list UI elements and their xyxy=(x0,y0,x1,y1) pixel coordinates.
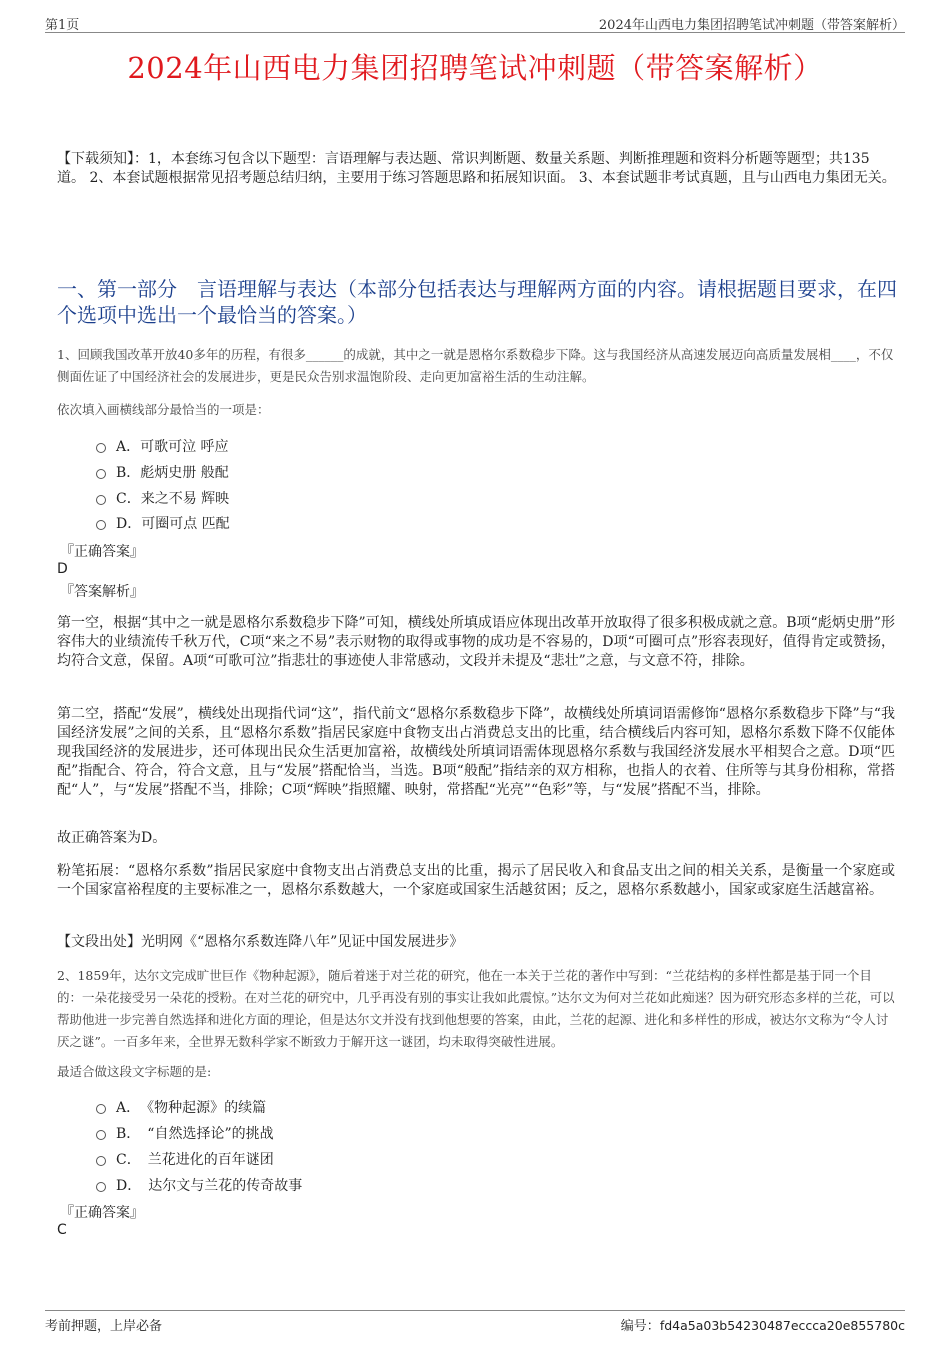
question-1-answer: D xyxy=(57,561,68,577)
document-title: 2024年山西电力集团招聘笔试冲刺题（带答案解析） xyxy=(127,51,823,85)
question-1-option-b[interactable] xyxy=(96,462,229,482)
radio-icon[interactable] xyxy=(96,495,106,505)
option-label: C． 兰花进化的百年谜团 xyxy=(116,1152,274,1168)
page-number: 第1页 xyxy=(45,18,80,33)
option-label: A． 《物种起源》的续篇 xyxy=(116,1100,267,1116)
page-footer xyxy=(45,1310,905,1333)
question-2-answer: C xyxy=(57,1222,67,1238)
question-2-option-c[interactable] xyxy=(96,1149,274,1169)
radio-icon[interactable] xyxy=(96,1130,106,1140)
option-label: B．彪炳史册 般配 xyxy=(116,465,229,481)
option-label: A．可歌可泣 呼应 xyxy=(116,439,229,455)
question-1-option-a[interactable] xyxy=(96,436,229,456)
question-1-stem: 1、回顾我国改革开放40多年的历程，有很多______的成就，其中之一就是恩格尔系数稳步下降。这与我国经济从高速发展迈向高质量发展相____，不仅侧面佐证了中国经济社会的发展进步，更是民众告别求温饱阶段、走向更加富裕生活的生动注解。 xyxy=(57,347,894,384)
radio-icon[interactable] xyxy=(96,1104,106,1114)
question-1-option-d[interactable] xyxy=(96,513,230,533)
question-2-stem: 2、1859年，达尔文完成旷世巨作《物种起源》，随后着迷于对兰花的研究，他在一本关于兰花的著作中写到：“兰花结构的多样性都是基于同一个目的：一朵花接受另一朵花的授粉。在对兰花的研究中，几乎再没有别的事实让我如此震惊。”达尔文为何对兰花如此痴迷？因为研究形态多样的兰花，可以帮助他进一步完善自然选择和进化方面的理论，但是达尔文并没有找到他想要的答案，由此，兰花的起源、进化和多样性的形成，被达尔文称为“令人讨厌之谜”。一百多年来，全世界无数科学家不断致力于解开这一谜团，均未取得突破性进展。 xyxy=(57,968,895,1049)
question-1-option-c[interactable] xyxy=(96,488,229,508)
section-heading: 一、第一部分 言语理解与表达（本部分包括表达与理解两方面的内容。请根据题目要求，在四个选项中选出一个最恰当的答案。） xyxy=(57,277,897,327)
radio-icon[interactable] xyxy=(96,520,106,530)
analysis-conclusion: 故正确答案为D。 xyxy=(57,830,167,846)
radio-icon[interactable] xyxy=(96,443,106,453)
question-1-answer-label: 『正确答案』 xyxy=(60,544,144,560)
option-label: D．可圈可点 匹配 xyxy=(116,516,230,532)
option-label: B． “自然选择论”的挑战 xyxy=(116,1126,274,1142)
analysis-paragraph: 第二空，搭配“发展”，横线处出现指代词“这”，指代前文“恩格尔系数稳步下降”，故横线处所填词语需修饰“恩格尔系数稳步下降”与“我国经济发展”之间的关系，且“恩格尔系数”指居民家庭中食物支出占消费总支出的比重，结合横线后内容可知，恩格尔系数下降不仅能体现我国经济的发展进步，还可体现出民众生活更加富裕，故横线处所填词语需体现恩格尔系数与我国经济发展水平相契合之意。D项“匹配”指配合、符合，符合文意，且与“发展”搭配恰当，当选。B项“般配”指结亲的双方相称，也指人的衣着、住所等与其身份相称，常搭配“人”，与“发展”搭配不当，排除；C项“辉映”指照耀、映射，常搭配“光亮”“色彩”等，与“发展”搭配不当，排除。 xyxy=(57,706,895,798)
footer-code-label: 编号： xyxy=(620,1319,660,1334)
analysis-paragraph: 第一空，根据“其中之一就是恩格尔系数稳步下降”可知，横线处所填成语应体现出改革开放取得了很多积极成就之意。B项“彪炳史册”形容伟大的业绩流传千秋万代，C项“来之不易”表示财物的取得或事物的成功是不容易的，D项“可圈可点”形容表现好，值得肯定或赞扬，均符合文意，保留。A项“可歌可泣”指悲壮的事迹使人非常感动，文段并未提及“悲壮”之意，与文意不符，排除。 xyxy=(57,615,895,669)
header-doc-title: 2024年山西电力集团招聘笔试冲刺题（带答案解析） xyxy=(598,18,905,33)
footer-code-value: fd4a5a03b54230487eccca20e855780c xyxy=(659,1318,905,1333)
radio-icon[interactable] xyxy=(96,1156,106,1166)
download-notice: 【下载须知】：1，本套练习包含以下题型：言语理解与表达题、常识判断题、数量关系题、判断推理题和资料分析题等题型；共135道。 2、本套试题根据常见招考题总结归纳，主要用于练习答题思路和拓展知识面。 3、本套试题非考试真题，且与山西电力集团无关。 xyxy=(57,151,896,186)
question-2-option-a[interactable] xyxy=(96,1097,266,1117)
question-1-prompt: 依次填入画横线部分最恰当的一项是： xyxy=(57,402,270,417)
question-2-option-b[interactable] xyxy=(96,1123,274,1143)
option-label: C．来之不易 辉映 xyxy=(116,491,230,507)
question-1-analysis-label: 『答案解析』 xyxy=(60,584,144,600)
question-2-option-d[interactable] xyxy=(96,1175,302,1195)
radio-icon[interactable] xyxy=(96,469,106,479)
radio-icon[interactable] xyxy=(96,1182,106,1192)
option-label: D． 达尔文与兰花的传奇故事 xyxy=(116,1178,303,1194)
analysis-extension: 粉笔拓展：“恩格尔系数”指居民家庭中食物支出占消费总支出的比重，揭示了居民收入和食品支出之间的相关关系，是衡量一个家庭或一个国家富裕程度的主要标准之一，恩格尔系数越大，一个家庭或国家生活越贫困；反之，恩格尔系数越小，国家或家庭生活越富裕。 xyxy=(57,863,895,898)
question-2-prompt: 最适合做这段文字标题的是: xyxy=(57,1064,212,1079)
analysis-source: 【文段出处】光明网《“恩格尔系数连降八年”见证中国发展进步》 xyxy=(57,934,464,950)
page-header xyxy=(45,12,905,33)
footer-code xyxy=(621,1315,905,1334)
question-2-answer-label: 『正确答案』 xyxy=(60,1205,144,1221)
footer-slogan: 考前押题，上岸必备 xyxy=(45,1319,163,1334)
